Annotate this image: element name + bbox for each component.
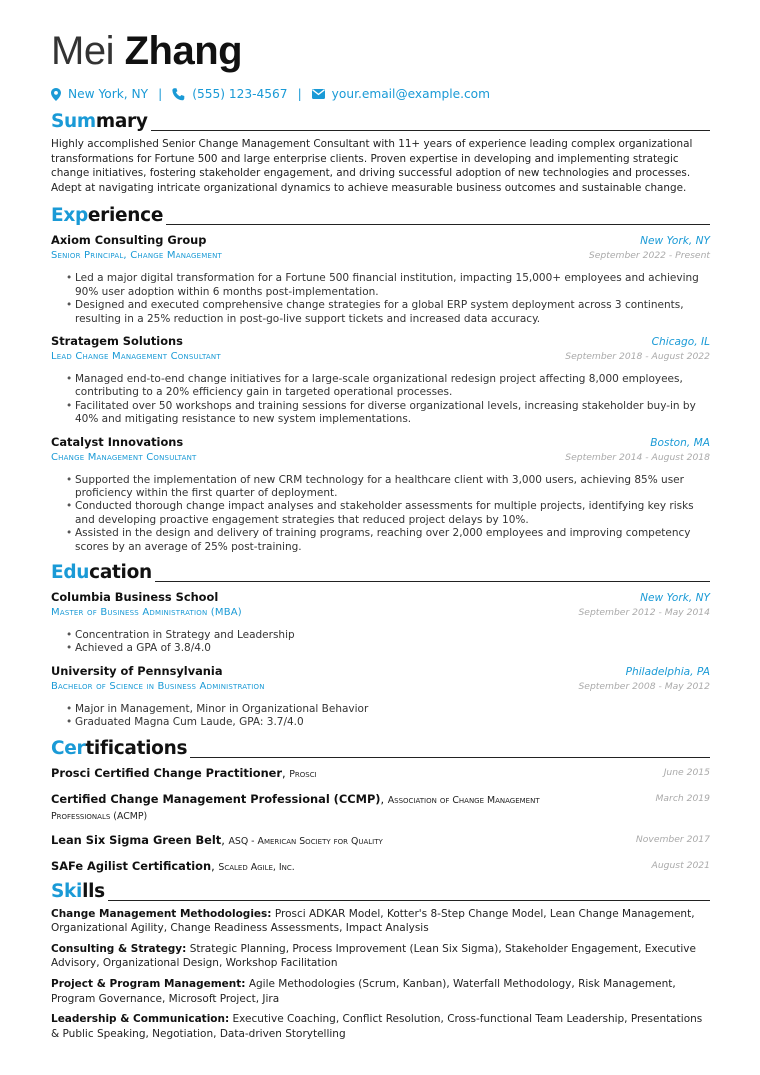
section-header: [51, 879, 710, 903]
experience-entry: [51, 435, 710, 554]
skill-text: Strategic Planning, Process Improvement (Lean Six Sigma), Stakeholder Engagement, Executive Advisory, Organizational Design, Workshop Facilitation: [51, 942, 696, 970]
list-item: • Managed end-to-end change initiatives for a large-scale organizational redesign project affecting 8,000 employees, contributing to a 20% efficiency gain in targeted operational processes.: [66, 373, 710, 400]
certification-issuer: ASQ - American Society for Quality: [228, 835, 383, 847]
section-title: Summary: [51, 111, 148, 132]
contact-location: [51, 87, 148, 101]
list-item: • Supported the implementation of new CRM technology for a healthcare client with 3,000 users, achieving 85% user proficiency within the first quarter of deployment.: [66, 474, 710, 501]
school-name: University of Pennsylvania: [51, 663, 223, 678]
location-text: New York, NY: [68, 87, 149, 101]
candidate-name: [51, 28, 710, 74]
certifications-section: [51, 736, 710, 875]
list-item: • Assisted in the design and delivery of training programs, reaching over 2,000 employees and improving competency scores by an average of 25% post-training.: [66, 527, 710, 554]
school-location: Philadelphia, PA: [625, 665, 710, 678]
skill-group: [51, 977, 710, 1006]
section-rule: [108, 900, 710, 901]
degree: Bachelor of Science in Business Administration: [51, 680, 265, 692]
contact-email[interactable]: [312, 87, 490, 101]
section-header: [51, 203, 710, 227]
education-bullets: [66, 703, 710, 730]
summary-text: Highly accomplished Senior Change Management Consultant with 11+ years of experience leading complex organizational transformations for Fortune 500 and large enterprise clients. Proven expertise in developing and implementing strategic change initiatives, fostering stakeholder engagement, and driving successful adoption of new technologies and processes. Adept at navigating intricate organizational dynamics to achieve measurable business outcomes and sustainable change.: [51, 138, 693, 194]
list-item: • Designed and executed comprehensive change strategies for a global ERP system deployment across 3 continents, resulting in a 25% reduction in post-go-live support tickets and increased data accuracy.: [66, 299, 710, 326]
job-location: New York, NY: [640, 235, 710, 248]
certification-item: SAFe Agilist Certification, Scaled Agile, Inc. August 2021: [51, 858, 710, 873]
list-item: • Conducted thorough change impact analyses and stakeholder assessments for multiple projects, identifying key risks and developing proactive engagement strategies that reduced project delays by 10%.: [66, 500, 710, 527]
school-dates: September 2012 - May 2014: [578, 607, 710, 619]
certification-date: June 2015: [663, 766, 710, 778]
certification-issuer: Prosci: [289, 768, 317, 780]
job-title: Change Management Consultant: [51, 451, 197, 463]
contact-line: [51, 85, 710, 103]
resume-page: [51, 28, 710, 1041]
certification-date: November 2017: [635, 833, 710, 845]
phone-icon: [172, 88, 185, 101]
contact-separator: |: [297, 87, 302, 101]
list-item: • Graduated Magna Cum Laude, GPA: 3.7/4.0: [66, 716, 710, 729]
education-entry: [51, 664, 710, 730]
job-title: Lead Change Management Consultant: [51, 351, 221, 362]
job-bullets: [66, 474, 710, 554]
job-dates: September 2018 - August 2022: [565, 351, 710, 362]
summary-section: [51, 109, 710, 195]
contact-phone[interactable]: [172, 87, 287, 101]
company-name: Axiom Consulting Group: [51, 233, 207, 248]
last-name: Zhang: [124, 29, 243, 73]
skill-text: Prosci ADKAR Model, Kotter's 8-Step Change Model, Lean Change Management, Organizational Agility, Change Readiness Assessments, Impact Analysis: [51, 907, 695, 935]
certification-name: Lean Six Sigma Green Belt: [51, 832, 222, 847]
company-name: Stratagem Solutions: [51, 334, 183, 348]
skill-label: Leadership & Communication:: [51, 1013, 230, 1026]
list-item: • Major in Management, Minor in Organizational Behavior: [66, 703, 710, 716]
map-marker-icon: [51, 88, 61, 101]
certification-issuer: Scaled Agile, Inc.: [218, 861, 295, 873]
skills-section: [51, 879, 710, 1042]
job-location: Chicago, IL: [651, 336, 710, 348]
section-title: Education: [51, 562, 152, 584]
section-title: Certifications: [51, 737, 188, 759]
list-item: • Led a major digital transformation for a Fortune 500 financial institution, impacting 15,000+ employees and achieving 90% user adoption within 6 months post-implementation.: [66, 272, 710, 299]
certification-name: SAFe Agilist Certification: [51, 858, 212, 873]
envelope-icon: [312, 89, 325, 99]
job-location: Boston, MA: [650, 436, 710, 449]
job-dates: September 2014 - August 2018: [565, 451, 710, 463]
first-name: Mei: [51, 29, 114, 73]
section-title: Experience: [51, 205, 164, 227]
list-item: • Concentration in Strategy and Leadership: [66, 629, 710, 642]
skill-label: Project & Program Management:: [51, 978, 246, 991]
certification-date: August 2021: [651, 859, 710, 871]
job-bullets: [66, 272, 710, 326]
certification-issuer: Association of Change Management Professionals (ACMP): [51, 794, 540, 822]
section-header: [51, 736, 710, 760]
skill-text: Agile Methodologies (Scrum, Kanban), Waterfall Methodology, Risk Management, Program Governance, Microsoft Project, Jira: [51, 978, 676, 1005]
degree: Master of Business Administration (MBA): [51, 607, 242, 619]
section-title: Skills: [51, 880, 105, 902]
certification-name: Certified Change Management Professional (CCMP): [51, 791, 381, 806]
job-bullets: [66, 373, 710, 427]
skill-group: [51, 1012, 710, 1041]
certification-item: Prosci Certified Change Practitioner, Prosci June 2015: [51, 765, 710, 780]
job-dates: September 2022 - Present: [588, 250, 710, 262]
certification-item: Lean Six Sigma Green Belt, ASQ - American Society for Quality November 2017: [51, 832, 710, 847]
certification-name: Prosci Certified Change Practitioner: [51, 765, 283, 780]
company-name: Catalyst Innovations: [51, 434, 184, 449]
certification-date: March 2019: [655, 792, 710, 804]
experience-section: [51, 203, 710, 554]
certification-item: Certified Change Management Professional (CCMP), Association of Change Management Professionals (ACMP) March 2019: [51, 791, 710, 822]
skill-group: [51, 942, 710, 971]
school-name: Columbia Business School: [51, 590, 219, 605]
phone-text[interactable]: (555) 123-4567: [192, 87, 288, 101]
education-entry: [51, 590, 710, 656]
education-section: [51, 560, 710, 730]
list-item: • Facilitated over 50 workshops and training sessions for diverse organizational levels, increasing stakeholder buy-in by 40% and mitigating resistance to new system implementations.: [66, 400, 710, 427]
section-rule: [166, 224, 710, 225]
skill-label: Consulting & Strategy:: [51, 942, 187, 955]
experience-entry: [51, 334, 710, 427]
experience-entry: [51, 233, 710, 326]
section-header: [51, 560, 710, 584]
skill-group: [51, 907, 710, 936]
job-title: Senior Principal, Change Management: [51, 250, 223, 262]
education-bullets: [66, 629, 710, 656]
school-location: New York, NY: [640, 592, 710, 605]
school-dates: September 2008 - May 2012: [578, 680, 710, 692]
section-rule: [151, 130, 710, 131]
skill-label: Change Management Methodologies:: [51, 907, 272, 920]
skill-text: Executive Coaching, Conflict Resolution, Cross-functional Team Leadership, Presentations & Public Speaking, Negotiation, Data-driven Storytelling: [51, 1013, 703, 1040]
list-item: • Achieved a GPA of 3.8/4.0: [66, 642, 710, 655]
contact-separator: |: [158, 87, 163, 101]
section-rule: [155, 581, 710, 582]
section-header: [51, 109, 710, 133]
section-rule: [190, 757, 710, 758]
email-link[interactable]: your.email@example.com: [331, 87, 490, 101]
